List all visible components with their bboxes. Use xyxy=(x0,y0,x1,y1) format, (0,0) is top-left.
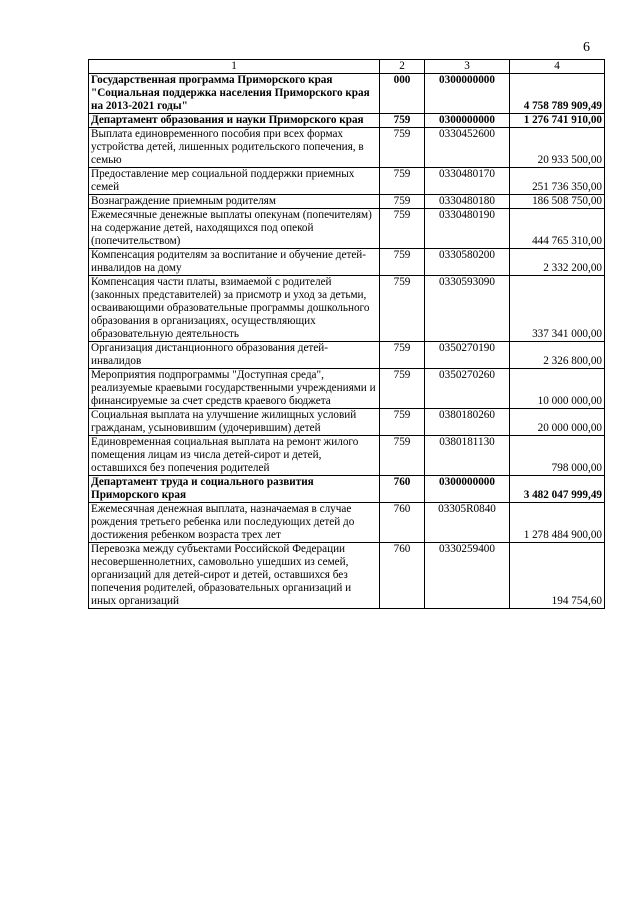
row-name-cell: Организация дистанционного образования детей-инвалидов xyxy=(89,342,380,369)
row-amount-cell: 10 000 000,00 xyxy=(510,369,605,409)
row-code-cell: 0300000000 xyxy=(425,114,510,128)
row-amount-cell: 444 765 310,00 xyxy=(510,209,605,249)
row-dept-cell: 759 xyxy=(380,276,425,342)
row-dept-cell: 760 xyxy=(380,503,425,543)
row-name-cell: Перевозка между субъектами Российской Федерации несовершеннолетних, самовольно ушедших из семей, организаций для детей-сирот и детей, оставшихся без попечения родителей, образовательных организаций и иных организаций xyxy=(89,543,380,609)
row-name-cell: Компенсация родителям за воспитание и обучение детей-инвалидов на дому xyxy=(89,249,380,276)
header-col-1: 1 xyxy=(89,60,380,74)
row-code-cell: 0380180260 xyxy=(425,409,510,436)
table-row xyxy=(89,74,605,114)
row-dept-cell: 759 xyxy=(380,209,425,249)
table-row xyxy=(89,128,605,168)
row-dept-cell: 759 xyxy=(380,409,425,436)
row-code-cell: 0330480180 xyxy=(425,195,510,209)
row-dept-cell: 759 xyxy=(380,195,425,209)
budget-table-body xyxy=(89,60,605,609)
row-amount-cell: 1 276 741 910,00 xyxy=(510,114,605,128)
budget-table xyxy=(88,59,605,609)
row-name-cell: Департамент труда и социального развития Приморского края xyxy=(89,476,380,503)
page-number: 6 xyxy=(583,40,590,55)
row-name-cell: Мероприятия подпрограммы "Доступная среда", реализуемые краевыми государственными учреждениями и финансируемые за счет средств краевого бюджета xyxy=(89,369,380,409)
row-amount-cell: 2 326 800,00 xyxy=(510,342,605,369)
table-row xyxy=(89,342,605,369)
row-dept-cell: 759 xyxy=(380,114,425,128)
row-dept-cell: 759 xyxy=(380,128,425,168)
row-code-cell: 0330593090 xyxy=(425,276,510,342)
row-code-cell: 0380181130 xyxy=(425,436,510,476)
row-dept-cell: 759 xyxy=(380,436,425,476)
row-dept-cell: 000 xyxy=(380,74,425,114)
row-amount-cell: 251 736 350,00 xyxy=(510,168,605,195)
row-name-cell: Предоставление мер социальной поддержки приемных семей xyxy=(89,168,380,195)
table-row xyxy=(89,249,605,276)
table-row xyxy=(89,168,605,195)
row-amount-cell: 337 341 000,00 xyxy=(510,276,605,342)
row-name-cell: Ежемесячные денежные выплаты опекунам (попечителям) на содержание детей, находящихся под опекой (попечительством) xyxy=(89,209,380,249)
table-row xyxy=(89,503,605,543)
header-col-4: 4 xyxy=(510,60,605,74)
row-amount-cell: 2 332 200,00 xyxy=(510,249,605,276)
row-name-cell: Ежемесячная денежная выплата, назначаемая в случае рождения третьего ребенка или последующих детей до достижения ребенком возраста трех лет xyxy=(89,503,380,543)
table-row xyxy=(89,114,605,128)
row-code-cell: 0330480170 xyxy=(425,168,510,195)
row-code-cell: 0330480190 xyxy=(425,209,510,249)
row-dept-cell: 759 xyxy=(380,168,425,195)
row-amount-cell: 3 482 047 999,49 xyxy=(510,476,605,503)
row-name-cell: Компенсация части платы, взимаемой с родителей (законных представителей) за присмотр и уход за детьми, осваивающими образовательные программы дошкольного образования в организациях, осуществляющих образовательную деятельность xyxy=(89,276,380,342)
row-dept-cell: 759 xyxy=(380,369,425,409)
row-dept-cell: 759 xyxy=(380,249,425,276)
row-amount-cell: 194 754,60 xyxy=(510,543,605,609)
row-name-cell: Вознаграждение приемным родителям xyxy=(89,195,380,209)
row-amount-cell: 186 508 750,00 xyxy=(510,195,605,209)
row-amount-cell: 4 758 789 909,49 xyxy=(510,74,605,114)
row-code-cell: 0350270190 xyxy=(425,342,510,369)
row-amount-cell: 1 278 484 900,00 xyxy=(510,503,605,543)
row-name-cell: Социальная выплата на улучшение жилищных условий гражданам, усыновившим (удочерившим) детей xyxy=(89,409,380,436)
header-col-2: 2 xyxy=(380,60,425,74)
row-code-cell: 0300000000 xyxy=(425,476,510,503)
row-name-cell: Выплата единовременного пособия при всех формах устройства детей, лишенных родительского попечения, в семью xyxy=(89,128,380,168)
row-code-cell: 0330452600 xyxy=(425,128,510,168)
table-row xyxy=(89,195,605,209)
table-header-row xyxy=(89,60,605,74)
row-name-cell: Департамент образования и науки Приморского края xyxy=(89,114,380,128)
row-amount-cell: 20 933 500,00 xyxy=(510,128,605,168)
table-row xyxy=(89,476,605,503)
table-row xyxy=(89,543,605,609)
row-amount-cell: 20 000 000,00 xyxy=(510,409,605,436)
row-code-cell: 0330259400 xyxy=(425,543,510,609)
table-row xyxy=(89,209,605,249)
row-name-cell: Единовременная социальная выплата на ремонт жилого помещения лицам из числа детей-сирот и детей, оставшихся без попечения родителей xyxy=(89,436,380,476)
row-dept-cell: 760 xyxy=(380,476,425,503)
row-amount-cell: 798 000,00 xyxy=(510,436,605,476)
row-code-cell: 0330580200 xyxy=(425,249,510,276)
table-row xyxy=(89,409,605,436)
table-row xyxy=(89,276,605,342)
row-code-cell: 03305R0840 xyxy=(425,503,510,543)
row-name-cell: Государственная программа Приморского края "Социальная поддержка населения Приморского края на 2013-2021 годы" xyxy=(89,74,380,114)
table-row xyxy=(89,369,605,409)
row-dept-cell: 760 xyxy=(380,543,425,609)
table-row xyxy=(89,436,605,476)
row-dept-cell: 759 xyxy=(380,342,425,369)
header-col-3: 3 xyxy=(425,60,510,74)
row-code-cell: 0300000000 xyxy=(425,74,510,114)
row-code-cell: 0350270260 xyxy=(425,369,510,409)
